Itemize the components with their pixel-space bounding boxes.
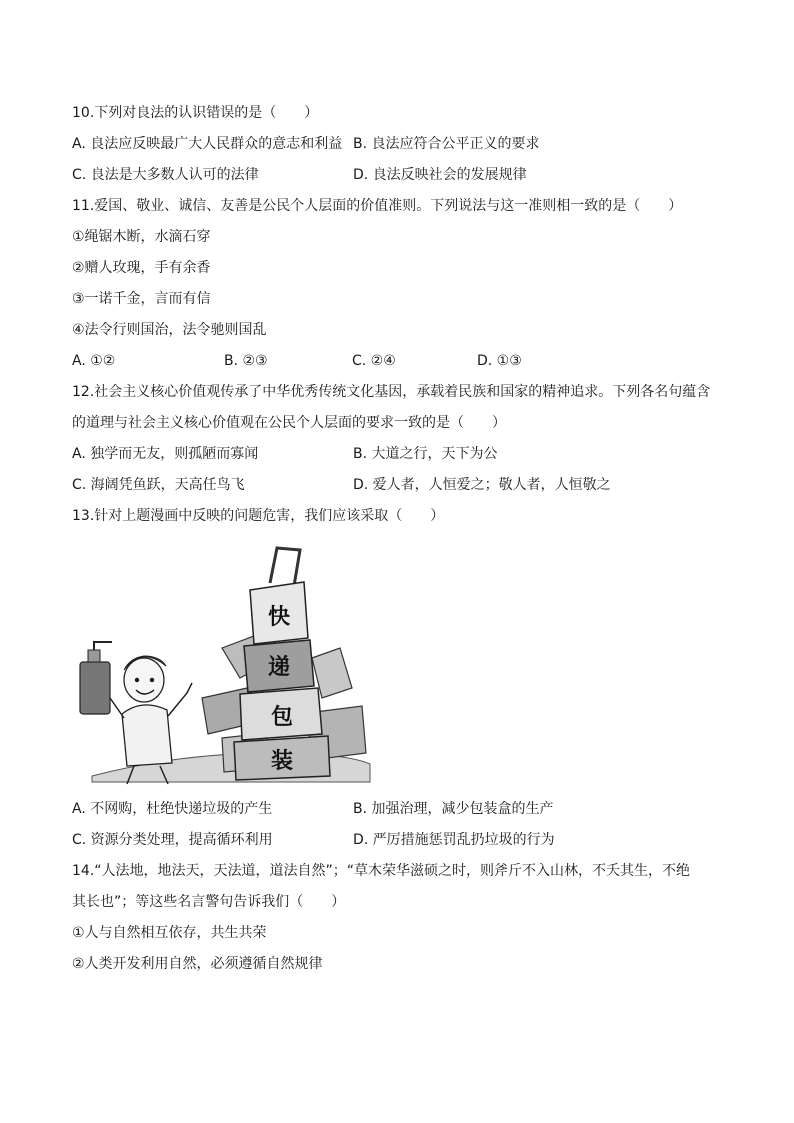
q13-stem: 13.针对上题漫画中反映的问题危害，我们应该采取（ ）	[72, 508, 445, 524]
q14-item-1: ①人与自然相互依存，共生共荣	[72, 925, 267, 941]
q10-option-a: A. 良法应反映最广大人民群众的意志和利益	[72, 136, 343, 152]
box-label-kuai: 快	[267, 605, 291, 630]
q12-option-a: A. 独学而无友，则孤陋而寡闻	[72, 446, 259, 462]
q12-options-row2	[72, 470, 722, 501]
q11-option-c: C. ②④	[352, 353, 396, 369]
q10-stem: 10.下列对良法的认识错误的是（ ）	[72, 105, 319, 121]
exam-page	[72, 98, 722, 980]
cartoon-illustration	[72, 538, 372, 790]
q12-stem-line2: 的道理与社会主义核心价值观在公民个人层面的要求一致的是（ ）	[72, 415, 506, 431]
box-label-bao: 包	[270, 705, 294, 730]
box-bao	[240, 688, 322, 740]
person-head	[124, 658, 164, 702]
q11-item-4: ④法令行则国治，法令驰则国乱	[72, 322, 267, 338]
q10-option-d: D. 良法反映社会的发展规律	[353, 167, 527, 183]
q14-stem-line2: 其长也”；等这些名言警句告诉我们（ ）	[72, 894, 346, 910]
bag-handle	[270, 548, 300, 586]
q11-option-a: A. ①②	[72, 353, 116, 369]
q10-option-c: C. 良法是大多数人认可的法律	[72, 167, 259, 183]
q10-options-row1	[72, 129, 722, 160]
q12-option-c: C. 海阔凭鱼跃，天高任鸟飞	[72, 477, 245, 493]
q11-item-3: ③一诺千金，言而有信	[72, 291, 211, 307]
q13-options-row2	[72, 825, 722, 856]
box-zhuang	[234, 736, 330, 780]
q13-options-row1	[72, 794, 722, 825]
q12-option-d: D. 爱人者，人恒爱之；敬人者，人恒敬之	[353, 477, 611, 493]
dispenser-bottle	[80, 662, 110, 714]
q14-item-2: ②人类开发利用自然，必须遵循自然规律	[72, 956, 323, 972]
q12-options-row1	[72, 439, 722, 470]
q12-stem-line1: 12.社会主义核心价值观传承了中华优秀传统文化基因，承载着民族和国家的精神追求。下列各名句蕴含	[72, 384, 711, 400]
box-di	[244, 640, 314, 692]
q11-options-row	[72, 346, 722, 377]
q10-options-row2	[72, 160, 722, 191]
box-kuai	[250, 582, 308, 644]
q13-option-a: A. 不网购，杜绝快递垃圾的产生	[72, 801, 273, 817]
q12-option-b: B. 大道之行，天下为公	[353, 446, 498, 462]
q13-cartoon	[72, 532, 722, 794]
q11-option-d: D. ①③	[477, 353, 522, 369]
q11-item-2: ②赠人玫瑰，手有余香	[72, 260, 211, 276]
q10-option-b: B. 良法应符合公平正义的要求	[353, 136, 540, 152]
q14-stem-line1: 14.“人法地，地法天，天法道，道法自然”；“草木荣华滋硕之时，则斧斤不入山林，不夭其生，不绝	[72, 863, 691, 879]
q11-item-1: ①绳锯木断，水滴石穿	[72, 229, 211, 245]
q13-option-d: D. 严厉措施惩罚乱扔垃圾的行为	[353, 832, 555, 848]
q13-option-b: B. 加强治理，减少包装盒的生产	[353, 801, 554, 817]
q11-option-b: B. ②③	[224, 353, 268, 369]
q11-stem: 11.爱国、敬业、诚信、友善是公民个人层面的价值准则。下列说法与这一准则相一致的是（ ）	[72, 198, 683, 214]
box-label-di: 递	[267, 655, 291, 680]
q13-option-c: C. 资源分类处理，提高循环利用	[72, 832, 273, 848]
box-label-zhuang: 装	[270, 749, 294, 774]
